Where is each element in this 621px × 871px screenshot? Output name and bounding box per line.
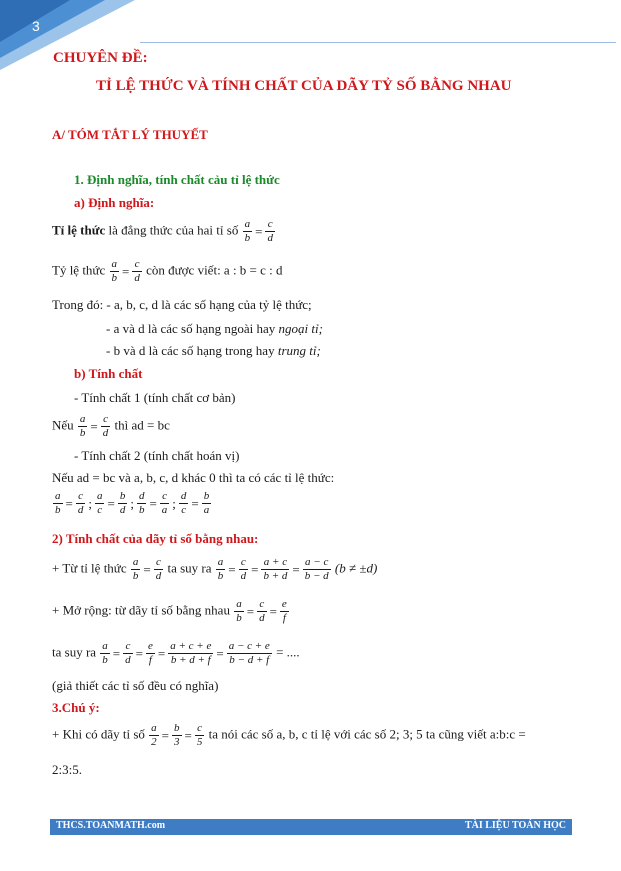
outer-terms-line xyxy=(106,321,323,337)
footer-bar xyxy=(50,819,572,835)
footer-title: TÀI LIỆU TOÁN HỌC xyxy=(464,820,566,831)
then-prefix: ta suy ra xyxy=(52,644,97,660)
section-3-heading: 3.Chú ý: xyxy=(52,700,100,715)
inner-terms-italic: trung tỉ; xyxy=(277,343,321,358)
inner-terms-text: - b và d là các số hạng trong hay xyxy=(106,343,278,358)
inner-terms-line xyxy=(106,343,321,359)
definition-line: Tỉ lệ thức là đẳng thức của hai tỉ số $\frac{a}{b}$ = $\frac{c}{d}$ xyxy=(52,218,273,244)
definition-term: Tỉ lệ thức xyxy=(52,222,106,238)
from-prefix: + Từ tỉ lệ thức xyxy=(52,560,127,576)
alt-notation-line: Tỷ lệ thức $\frac{a}{b}$ = $\frac{c}{d}$ còn được viết: a : b = c : d xyxy=(52,258,283,284)
outer-terms-italic: ngoại tỉ; xyxy=(278,321,323,336)
fraction-a-b: $\frac{a}{b}$ xyxy=(244,218,251,244)
outer-terms-text: - a và d là các số hạng ngoài hay xyxy=(106,321,279,336)
note-text: ta nói các số a, b, c tỉ lệ với các số 2; 3; 5 ta cũng viết a:b:c = xyxy=(208,726,526,742)
header-rule xyxy=(140,42,616,43)
property-2-text: Nếu ad = bc và a, b, c, d khác 0 thì ta có các tỉ lệ thức: xyxy=(52,470,335,485)
fraction-c-d: $\frac{c}{d}$ xyxy=(267,218,273,244)
condition: (b ≠ ±d) xyxy=(334,560,378,576)
from-mid: ta suy ra xyxy=(167,560,212,576)
subsection-1a-heading: a) Định nghĩa: xyxy=(74,195,155,210)
topic-label: CHUYÊN ĐỀ: xyxy=(53,50,148,66)
extension-prefix: + Mở rộng: từ dãy tỉ số bằng nhau xyxy=(52,602,230,618)
page-number: 3 xyxy=(32,18,40,34)
extension-line: + Mở rộng: từ dãy tỉ số bằng nhau $\frac{a}{b}$ = $\frac{c}{d}$ = $\frac{e}{f}$ xyxy=(52,598,287,624)
where-line: Trong đó: - a, b, c, d là các số hạng của tỷ lệ thức; xyxy=(52,297,312,312)
subsection-1-heading: 1. Định nghĩa, tính chất cảu tỉ lệ thức xyxy=(74,172,280,187)
if-prefix: Nếu xyxy=(52,417,74,433)
section-a-heading: A/ TÓM TẮT LÝ THUYẾT xyxy=(52,127,208,142)
property-1-formula: Nếu $\frac{a}{b}$ = $\frac{c}{d}$ thì ad = bc xyxy=(52,413,170,439)
page-title: TỈ LỆ THỨC VÀ TÍNH CHẤT CỦA DÃY TỶ SỐ BẰNG NHAU xyxy=(96,78,512,94)
note-line-2: 2:3:5. xyxy=(52,762,82,777)
extension-result-line: ta suy ra $\frac{a}{b}$ = $\frac{c}{d}$ = $\frac{e}{f}$ = $\frac{a + c + e}{b + d + f}$ = $\frac{a - c + e}{b - d + f}$ = .... xyxy=(52,640,300,666)
footer-site-link[interactable]: THCS.TOANMATH.com xyxy=(56,820,166,831)
note-line: + Khi có dãy tỉ số $\frac{a}{2}$ = $\frac{b}{3}$ = $\frac{c}{5}$ ta nói các số a, b, c tỉ lệ với các số 2; 3; 5 ta cũng viết a:b:c = xyxy=(52,722,526,748)
alt-notation-prefix: Tỷ lệ thức xyxy=(52,262,106,278)
then-ellipsis: = .... xyxy=(276,644,300,660)
property-1-label: - Tính chất 1 (tính chất cơ bản) xyxy=(74,390,236,405)
property-2-label: - Tính chất 2 (tính chất hoán vị) xyxy=(74,448,240,463)
series-property-line: + Từ tỉ lệ thức $\frac{a}{b}$ = $\frac{c}{d}$ ta suy ra $\frac{a}{b}$ = $\frac{c}{d}$ = $\frac{a + c}{b + d}$ = $\frac{a - c}{b - d}$ (b ≠ ±d) xyxy=(52,556,378,582)
note-prefix: + Khi có dãy tỉ số xyxy=(52,726,145,742)
definition-text: là đẳng thức của hai tỉ số xyxy=(105,222,239,238)
if-result: thì ad = bc xyxy=(114,417,170,433)
alt-notation-text: còn được viết: a : b = c : d xyxy=(146,262,283,278)
assumption-note: (giả thiết các tỉ số đều có nghĩa) xyxy=(52,678,219,693)
subsection-1b-heading: b) Tính chất xyxy=(74,366,143,381)
permutation-formulas: $\frac{a}{b}$ = $\frac{c}{d}$ ; $\frac{a}{c}$ = $\frac{b}{d}$ ; $\frac{d}{b}$ = $\frac{c}{a}$ ; $\frac{d}{c}$ = $\frac{b}{a}$ xyxy=(55,490,210,516)
section-2-heading: 2) Tính chất của dãy tỉ số bằng nhau: xyxy=(52,531,259,546)
